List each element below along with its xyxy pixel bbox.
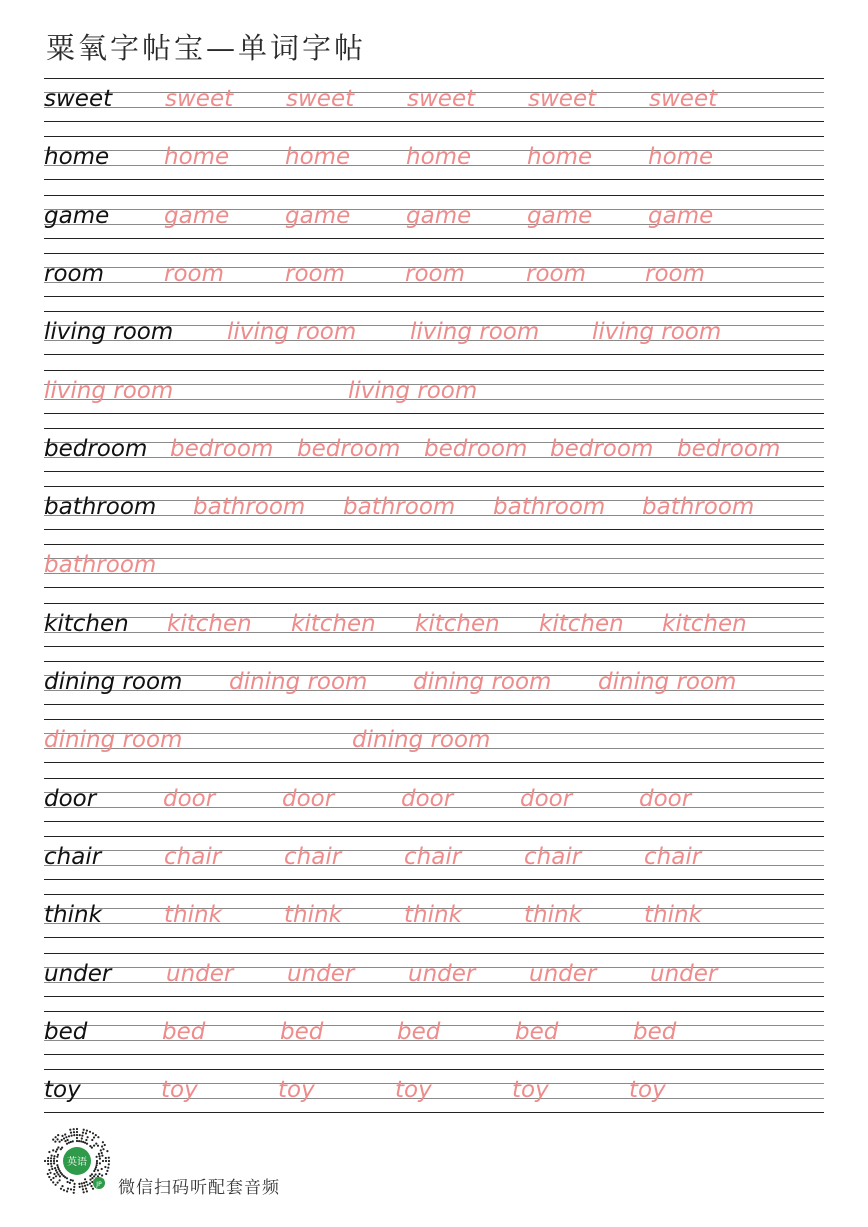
trace-word: think [404, 902, 462, 929]
model-word: dining room [44, 669, 183, 695]
trace-word: kitchen [291, 610, 376, 637]
trace-word: bathroom [493, 494, 606, 521]
guide-line [44, 413, 824, 414]
trace-word: bed [515, 1018, 559, 1045]
guide-line [44, 195, 824, 196]
practice-row [44, 661, 824, 705]
trace-word: game [164, 202, 230, 229]
trace-word: under [650, 960, 718, 987]
trace-word: dining room [598, 669, 737, 695]
trace-word: think [524, 902, 582, 929]
practice-row [44, 836, 824, 880]
trace-word: chair [284, 843, 342, 870]
trace-word: under [287, 960, 355, 987]
guide-line [44, 253, 824, 254]
trace-word: chair [644, 843, 702, 870]
guide-line [44, 778, 824, 779]
trace-word: bathroom [343, 494, 456, 521]
guide-line [44, 136, 824, 137]
guide-line [44, 78, 824, 79]
practice-row [44, 253, 824, 297]
trace-word: bedroom [550, 435, 654, 462]
guide-line [44, 311, 824, 312]
guide-line [44, 836, 824, 837]
model-word: living room [44, 319, 174, 346]
model-word: bathroom [44, 494, 157, 521]
trace-word: dining room [413, 669, 552, 695]
practice-row [44, 78, 824, 122]
trace-word: chair [164, 843, 222, 870]
trace-word: toy [512, 1077, 549, 1104]
trace-word: home [648, 144, 714, 171]
model-word: under [44, 960, 112, 987]
practice-row [44, 1011, 824, 1055]
trace-word: toy [278, 1077, 315, 1104]
guide-line [44, 179, 824, 180]
model-word: bedroom [44, 435, 148, 462]
trace-word: bedroom [677, 435, 781, 462]
guide-line [44, 354, 824, 355]
model-word: bed [44, 1018, 88, 1045]
guide-line [44, 704, 824, 705]
trace-word: toy [629, 1077, 666, 1104]
trace-word: think [644, 902, 702, 929]
guide-line [44, 937, 824, 938]
practice-row [44, 486, 824, 530]
trace-word: bathroom [642, 494, 755, 521]
trace-word: sweet [407, 86, 476, 112]
trace-word: room [285, 260, 346, 287]
trace-word: think [284, 902, 342, 929]
trace-word: dining room [229, 669, 368, 695]
guide-line [44, 879, 824, 880]
model-word: home [44, 144, 110, 171]
model-word: kitchen [44, 610, 129, 637]
guide-line [44, 587, 824, 588]
trace-word: think [164, 902, 222, 929]
trace-word: dining room [44, 727, 183, 754]
trace-word: bathroom [193, 494, 306, 521]
guide-line [44, 573, 824, 574]
trace-word: kitchen [662, 610, 747, 637]
trace-word: home [285, 144, 351, 171]
practice-row [44, 311, 824, 355]
trace-word: living room [410, 319, 540, 346]
trace-word: door [282, 785, 335, 812]
guide-line [44, 296, 824, 297]
trace-word: room [405, 260, 466, 287]
guide-line [44, 370, 824, 371]
trace-word: bed [280, 1018, 324, 1045]
trace-word: door [520, 785, 573, 812]
guide-line [44, 1011, 824, 1012]
trace-word: under [408, 960, 476, 987]
guide-line [44, 821, 824, 822]
trace-word: room [164, 260, 225, 287]
guide-line [44, 544, 824, 545]
guide-line [44, 558, 824, 559]
qr-sub-label: JP [96, 1181, 102, 1188]
trace-word: door [639, 785, 692, 812]
trace-word: bed [397, 1018, 441, 1045]
trace-word: home [164, 144, 230, 171]
practice-row [44, 719, 824, 763]
qr-badge-label: 英语 [67, 1157, 87, 1168]
guide-line [44, 1054, 824, 1055]
guide-line [44, 1069, 824, 1070]
trace-word: game [527, 202, 593, 229]
footer [42, 1126, 442, 1206]
guide-line [44, 471, 824, 472]
trace-word: bathroom [44, 552, 157, 579]
trace-word: bed [162, 1018, 206, 1045]
practice-row [44, 136, 824, 180]
trace-word: living room [44, 377, 174, 404]
trace-word: dining room [352, 727, 491, 754]
guide-line [44, 121, 824, 122]
trace-word: bedroom [170, 435, 274, 462]
practice-row [44, 195, 824, 239]
trace-word: living room [348, 377, 478, 404]
trace-word: sweet [649, 86, 718, 112]
trace-word: bedroom [297, 435, 401, 462]
guide-line [44, 719, 824, 720]
guide-line [44, 894, 824, 895]
model-word: think [44, 902, 102, 929]
trace-word: door [401, 785, 454, 812]
trace-word: sweet [528, 86, 597, 112]
trace-word: game [648, 202, 714, 229]
model-word: toy [44, 1077, 81, 1104]
guide-line [44, 646, 824, 647]
trace-word: home [527, 144, 593, 171]
practice-row [44, 428, 824, 472]
trace-word: bedroom [424, 435, 528, 462]
trace-word: sweet [165, 86, 234, 112]
trace-word: room [526, 260, 587, 287]
trace-word: room [645, 260, 706, 287]
practice-row [44, 603, 824, 647]
trace-word: kitchen [167, 610, 252, 637]
practice-row [44, 370, 824, 414]
guide-line [44, 603, 824, 604]
model-word: sweet [44, 86, 113, 112]
guide-line [44, 486, 824, 487]
trace-word: living room [592, 319, 722, 346]
trace-word: bed [633, 1018, 677, 1045]
practice-row [44, 544, 824, 588]
trace-word: game [285, 202, 351, 229]
trace-word: home [406, 144, 472, 171]
model-word: room [44, 260, 105, 287]
model-word: chair [44, 843, 102, 870]
guide-line [44, 661, 824, 662]
practice-row [44, 778, 824, 822]
model-word: game [44, 202, 110, 229]
qr-code-icon [42, 1126, 112, 1196]
trace-word: kitchen [539, 610, 624, 637]
practice-row [44, 894, 824, 938]
trace-word: door [163, 785, 216, 812]
trace-word: chair [524, 843, 582, 870]
guide-line [44, 529, 824, 530]
page-title: 粟氧字帖宝—单词字帖 [46, 31, 367, 65]
guide-line [44, 953, 824, 954]
trace-word: sweet [286, 86, 355, 112]
model-word: door [44, 785, 97, 812]
trace-word: under [166, 960, 234, 987]
guide-line [44, 428, 824, 429]
practice-row [44, 1069, 824, 1113]
footer-text: 微信扫码听配套音频 [118, 1178, 280, 1198]
trace-word: living room [227, 319, 357, 346]
practice-row [44, 953, 824, 997]
trace-word: under [529, 960, 597, 987]
trace-word: toy [161, 1077, 198, 1104]
guide-line [44, 762, 824, 763]
guide-line [44, 1112, 824, 1113]
guide-line [44, 996, 824, 997]
trace-word: chair [404, 843, 462, 870]
trace-word: game [406, 202, 472, 229]
trace-word: kitchen [415, 610, 500, 637]
trace-word: toy [395, 1077, 432, 1104]
guide-line [44, 238, 824, 239]
